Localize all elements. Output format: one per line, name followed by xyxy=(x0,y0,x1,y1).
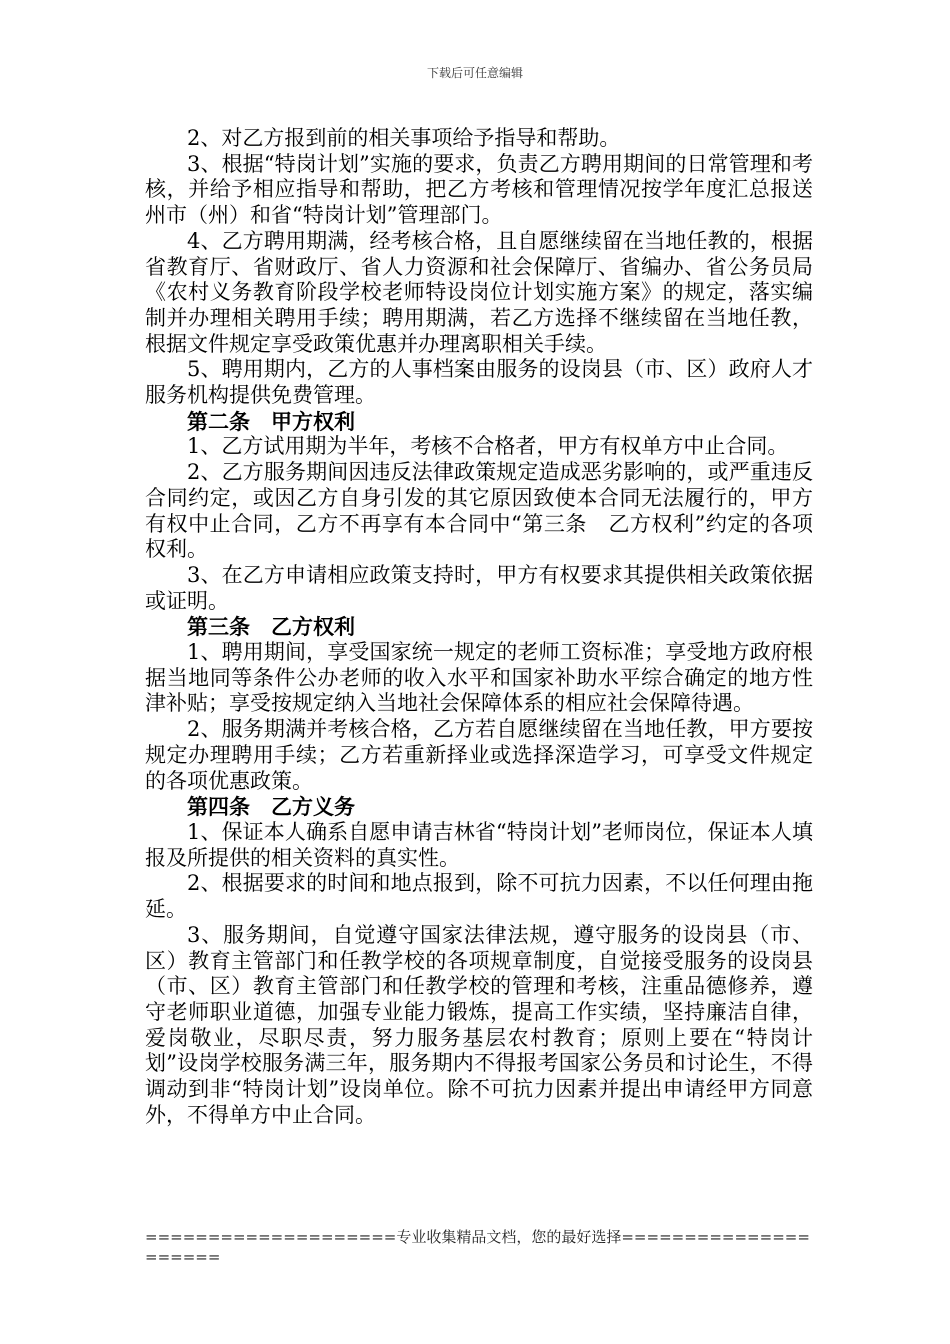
clause-4-heading: 第四条 乙方义务 xyxy=(187,794,355,820)
document-body xyxy=(145,126,813,1128)
clause-4-item-3: 3、服务期间，自觉遵守国家法律法规，遵守服务的设岗县（市、区）教育主管部门和任教学校的各项规章制度，自觉接受服务的设岗县（市、区）教育主管部门和任教学校的管理和考核，注重品德修养，遵守老师职业道德，加强专业能力锻炼，提高工作实绩，坚持廉洁自律，爱岗敬业，尽职尽责，努力服务基层农村教育；原则上要在“特岗计划”设岗学校服务满三年，服务期内不得报考国家公务员和讨论生，不得调动到非“特岗计划”设岗单位。除不可抗力因素并提出申请经甲方同意外，不得单方中止合同。 xyxy=(145,922,813,1127)
clause-4-item-2: 2、根据要求的时间和地点报到，除不可抗力因素，不以任何理由拖延。 xyxy=(145,871,813,922)
clause-3-heading: 第三条 乙方权利 xyxy=(187,614,355,640)
clause-2-item-3: 3、在乙方申请相应政策支持时，甲方有权要求其提供相关政策依据或证明。 xyxy=(145,562,813,613)
clause-1-item-4: 4、乙方聘用期满，经考核合格，且自愿继续留在当地任教的，根据省教育厅、省财政厅、省人力资源和社会保障厅、省编办、省公务员局《农村义务教育阶段学校老师特设岗位计划实施方案》的规定，落实编制并办理相关聘用手续；聘用期满，若乙方选择不继续留在当地任教，根据文件规定享受政策优惠并办理离职相关手续。 xyxy=(145,228,813,356)
clause-3-item-1: 1、聘用期间，享受国家统一规定的老师工资标准；享受地方政府根据当地同等条件公办老师的收入水平和国家补助水平综合确定的地方性津补贴；享受按规定纳入当地社会保障体系的相应社会保障待遇。 xyxy=(145,640,813,716)
page-footer: ====================专业收集精品文档，您的最好选择===================== xyxy=(145,1228,810,1266)
clause-1-item-5: 5、聘用期内，乙方的人事档案由服务的设岗县（市、区）政府人才服务机构提供免费管理。 xyxy=(145,357,813,408)
clause-1-item-3: 3、根据“特岗计划”实施的要求，负责乙方聘用期间的日常管理和考核，并给予相应指导和帮助，把乙方考核和管理情况按学年度汇总报送州市（州）和省“特岗计划”管理部门。 xyxy=(145,151,813,228)
clause-2-item-1: 1、乙方试用期为半年，考核不合格者，甲方有权单方中止合同。 xyxy=(187,434,789,459)
clause-3-item-2: 2、服务期满并考核合格，乙方若自愿继续留在当地任教，甲方要按规定办理聘用手续；乙方若重新择业或选择深造学习，可享受文件规定的各项优惠政策。 xyxy=(145,717,813,793)
clause-1-item-2: 2、对乙方报到前的相关事项给予指导和帮助。 xyxy=(187,126,621,150)
page-header: 下载后可任意编辑 xyxy=(426,66,523,80)
clause-2-heading: 第二条 甲方权利 xyxy=(187,408,355,434)
clause-4-item-1: 1、保证本人确系自愿申请吉林省“特岗计划”老师岗位，保证本人填报及所提供的相关资料的真实性。 xyxy=(145,819,813,870)
clause-2-item-2: 2、乙方服务期间因违反法律政策规定造成恶劣影响的，或严重违反合同约定，或因乙方自身引发的其它原因致使本合同无法履行的，甲方有权中止合同，乙方不再享有本合同中“第三条 乙方权利”约定的各项权利。 xyxy=(145,460,813,562)
